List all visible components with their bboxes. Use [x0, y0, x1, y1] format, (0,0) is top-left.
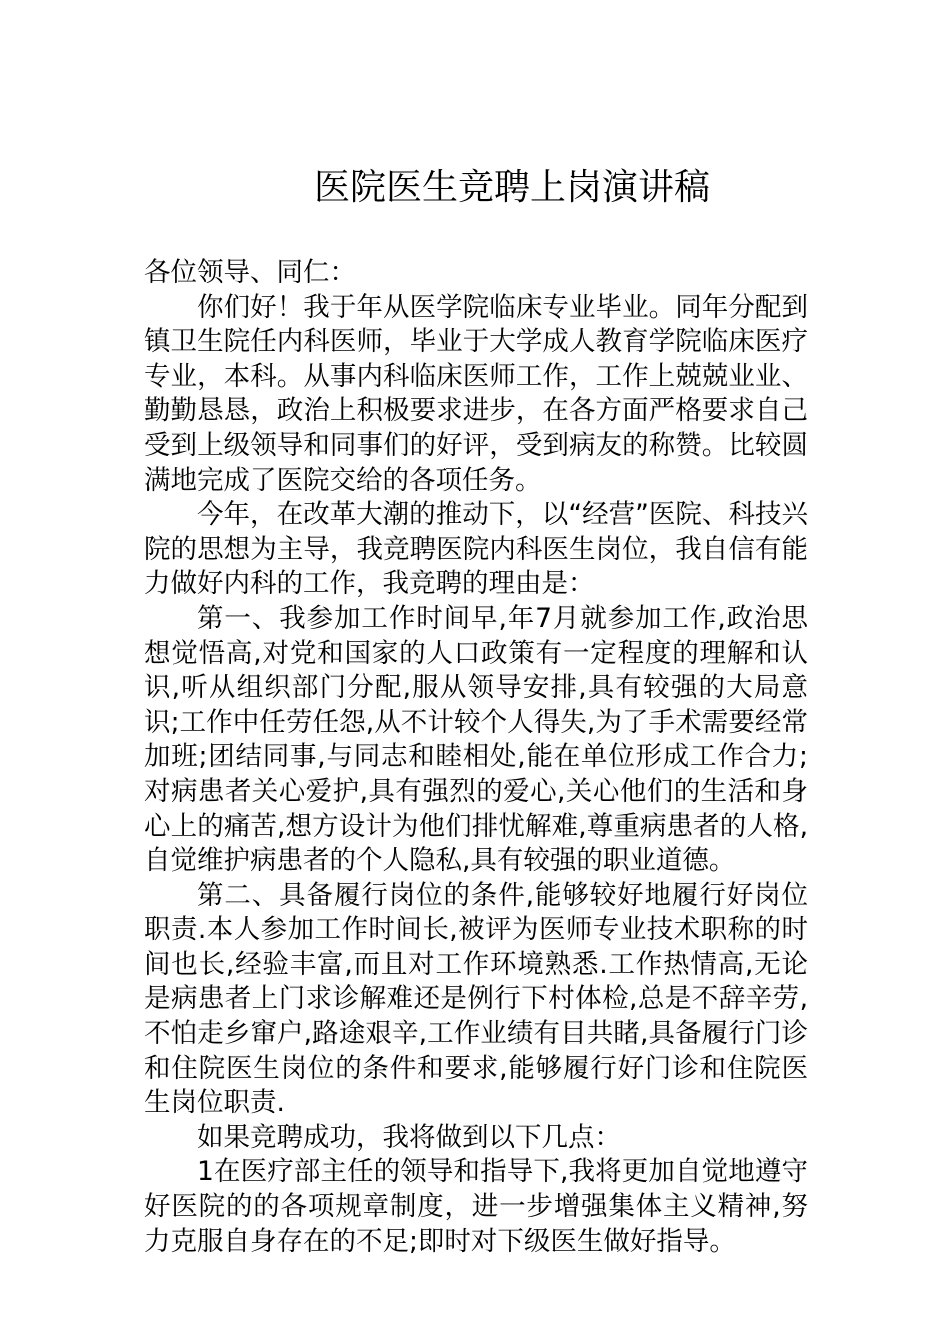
paragraph-this-year: 今年，在改革大潮的推动下，以“经营”医院、科技兴院的思想为主导，我竞聘医院内科医生岗位，我自信有能力做好内科的工作，我竞聘的理由是： — [144, 499, 808, 600]
paragraph-first-reason: 第一、我参加工作时间早,年7月就参加工作,政治思想觉悟高,对党和国家的人口政策有一定程度的理解和认识,听从组织部门分配,服从领导安排,具有较强的大局意识;工作中任劳任怨,从不计较个人得失,为了手术需要经常加班;团结同事,与同志和睦相处,能在单位形成工作合力;对病患者关心爱护,具有强烈的爱心,关心他们的生活和身心上的痛苦,想方设计为他们排忧解难,尊重病患者的人格,自觉维护病患者的个人隐私,具有较强的职业道德。 — [144, 602, 808, 877]
paragraph-if-successful: 如果竞聘成功，我将做到以下几点： — [197, 1121, 621, 1153]
salutation: 各位领导、同仁： — [144, 257, 356, 288]
paragraph-second-reason: 第二、具备履行岗位的条件,能够较好地履行好岗位职责.本人参加工作时间长,被评为医师专业技术职称的时间也长,经验丰富,而且对工作环境熟悉.工作热情高,无论是病患者上门求诊解难还是例行下村体检,总是不辞辛劳,不怕走乡窜户,路途艰辛,工作业绩有目共睹,具备履行门诊和住院医生岗位的条件和要求,能够履行好门诊和住院医生岗位职责. — [144, 879, 808, 1119]
document-title: 医院医生竞聘上岗演讲稿 — [313, 167, 710, 208]
document-body — [144, 256, 808, 1259]
paragraph-greeting: 你们好！我于年从医学院临床专业毕业。同年分配到镇卫生院任内科医师，毕业于大学成人教育学院临床医疗专业，本科。从事内科临床医师工作，工作上兢兢业业、勤勤恳恳，政治上积极要求进步，在各方面严格要求自己受到上级领导和同事们的好评，受到病友的称赞。比较圆满地完成了医院交给的各项任务。 — [144, 291, 808, 496]
paragraph-point-one: 1在医疗部主任的领导和指导下,我将更加自觉地遵守好医院的的各项规章制度，进一步增强集体主义精神,努力克服自身存在的不足;即时对下级医生做好指导。 — [144, 1156, 808, 1257]
